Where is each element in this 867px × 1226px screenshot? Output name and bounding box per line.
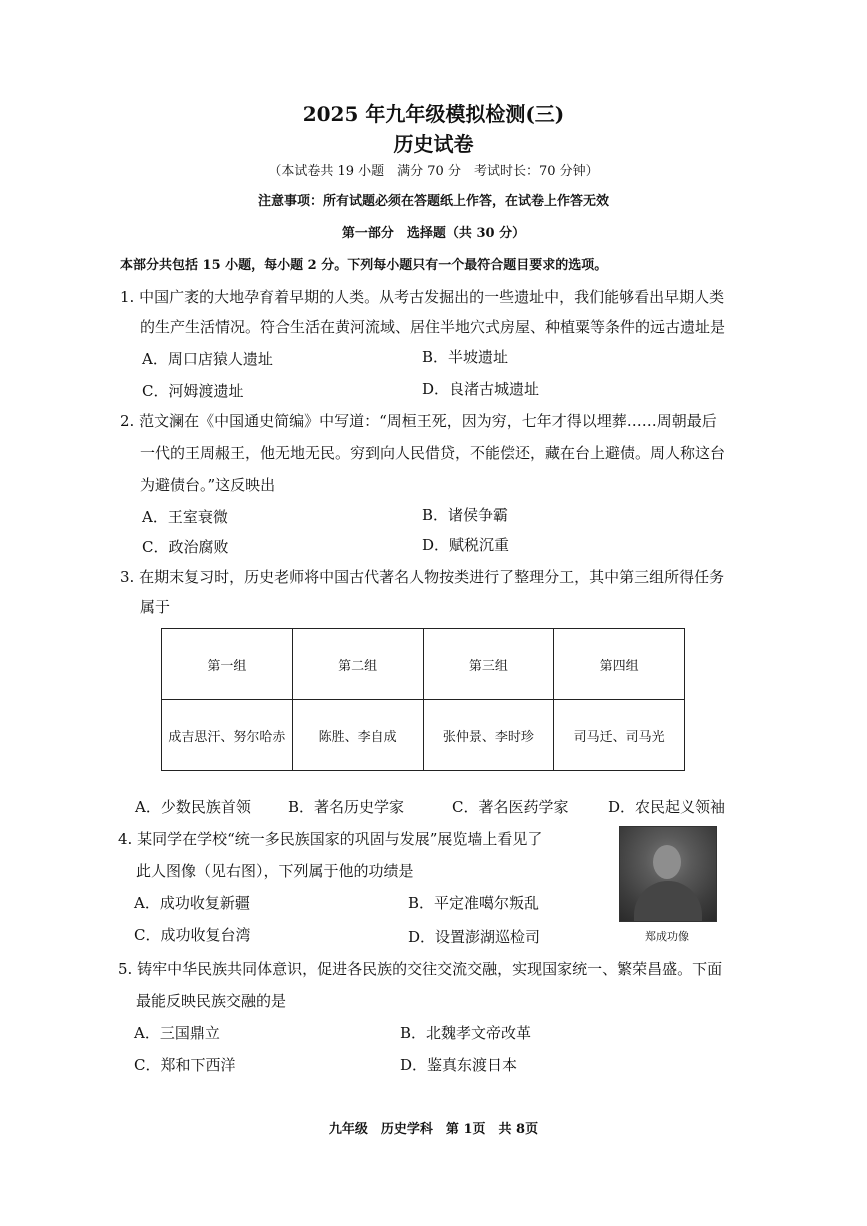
table-header-cell: 第四组 [554,629,685,700]
table-header-cell: 第一组 [162,629,293,700]
table-header-row [162,629,685,700]
q4-option-c: C．成功收复台湾 [134,926,251,944]
table-header-cell: 第二组 [292,629,423,700]
q4-line1: 4. 某同学在学校“统一多民族国家的巩固与发展”展览墙上看见了 [118,830,543,848]
q2-line1: 2. 范文澜在《中国通史简编》中写道：“周桓王死，因为穷，七年才得以埋葬……周朝最后 [120,412,717,430]
q4-option-b: B．平定准噶尔叛乱 [408,894,540,912]
table-row [162,700,685,771]
q2-option-c: C．政治腐败 [142,538,229,556]
q1-option-b: B．半坡遗址 [422,348,509,366]
q5-option-d: D．鉴真东渡日本 [400,1056,518,1074]
q1-line2: 的生产生活情况。符合生活在黄河流域、居住半地穴式房屋、种植粟等条件的远古遗址是 [140,318,726,336]
q1-option-d: D．良渚古城遗址 [422,380,540,398]
q5-line2: 最能反映民族交融的是 [136,992,287,1010]
section-intro: 本部分共包括 15 小题，每小题 2 分。下列每小题只有一个最符合题目要求的选项。 [120,258,608,273]
exam-notice: 注意事项：所有试题必须在答题纸上作答，在试卷上作答无效 [257,194,609,209]
table-header-cell: 第三组 [423,629,554,700]
exam-subtitle: 历史试卷 [393,132,474,156]
q4-option-d: D．设置澎湖巡检司 [408,928,541,946]
group-table [161,628,685,771]
table-cell: 陈胜、李自成 [292,700,423,771]
q3-option-a: A．少数民族首领 [135,798,251,816]
q1-option-c: C．河姆渡遗址 [142,382,244,400]
q4-option-a: A．成功收复新疆 [134,894,250,912]
q3-line1: 3. 在期末复习时，历史老师将中国古代著名人物按类进行了整理分工，其中第三组所得任务 [120,568,725,586]
table-cell: 张仲景、李时珍 [423,700,554,771]
q2-line3: 为避债台。”这反映出 [140,476,276,494]
section-title: 第一部分 选择题（共 30 分） [341,226,526,241]
q2-option-a: A．王室衰微 [142,508,228,526]
table-cell: 司马迁、司马光 [554,700,685,771]
q2-line2: 一代的王周赧王，他无地无民。穷到向人民借贷，不能偿还，藏在台上避债。周人称这台 [140,444,726,462]
q5-option-b: B．北魏孝文帝改革 [400,1024,532,1042]
exam-title: 2025 年九年级模拟检测(三) [302,102,565,126]
q1-option-a: A．周口店猿人遗址 [142,350,273,368]
q1-line1: 1. 中国广袤的大地孕育着早期的人类。从考古发掘出的一些遗址中，我们能够看出早期人类 [120,288,725,306]
zheng-chenggong-portrait [619,826,717,922]
q3-option-b: B．著名历史学家 [288,798,405,816]
q3-option-c: C．著名医药学家 [452,798,569,816]
q5-option-c: C．郑和下西洋 [134,1056,236,1074]
q5-line1: 5. 铸牢中华民族共同体意识，促进各民族的交往交流交融，实现国家统一、繁荣昌盛。下面 [118,960,723,978]
q3-option-d: D．农民起义领袖 [608,798,726,816]
exam-info: （本试卷共 19 小题 满分 70 分 考试时长：70 分钟） [268,164,599,179]
q2-option-b: B．诸侯争霸 [422,506,509,524]
q2-option-d: D．赋税沉重 [422,536,510,554]
page-footer: 九年级 历史学科 第 1页 共 8页 [328,1122,539,1137]
portrait-caption: 郑成功像 [645,930,689,943]
table-cell: 成吉思汗、努尔哈赤 [162,700,293,771]
q3-line2: 属于 [140,598,171,616]
q4-line2: 此人图像（见右图），下列属于他的功绩是 [136,862,414,880]
q5-option-a: A．三国鼎立 [134,1024,220,1042]
